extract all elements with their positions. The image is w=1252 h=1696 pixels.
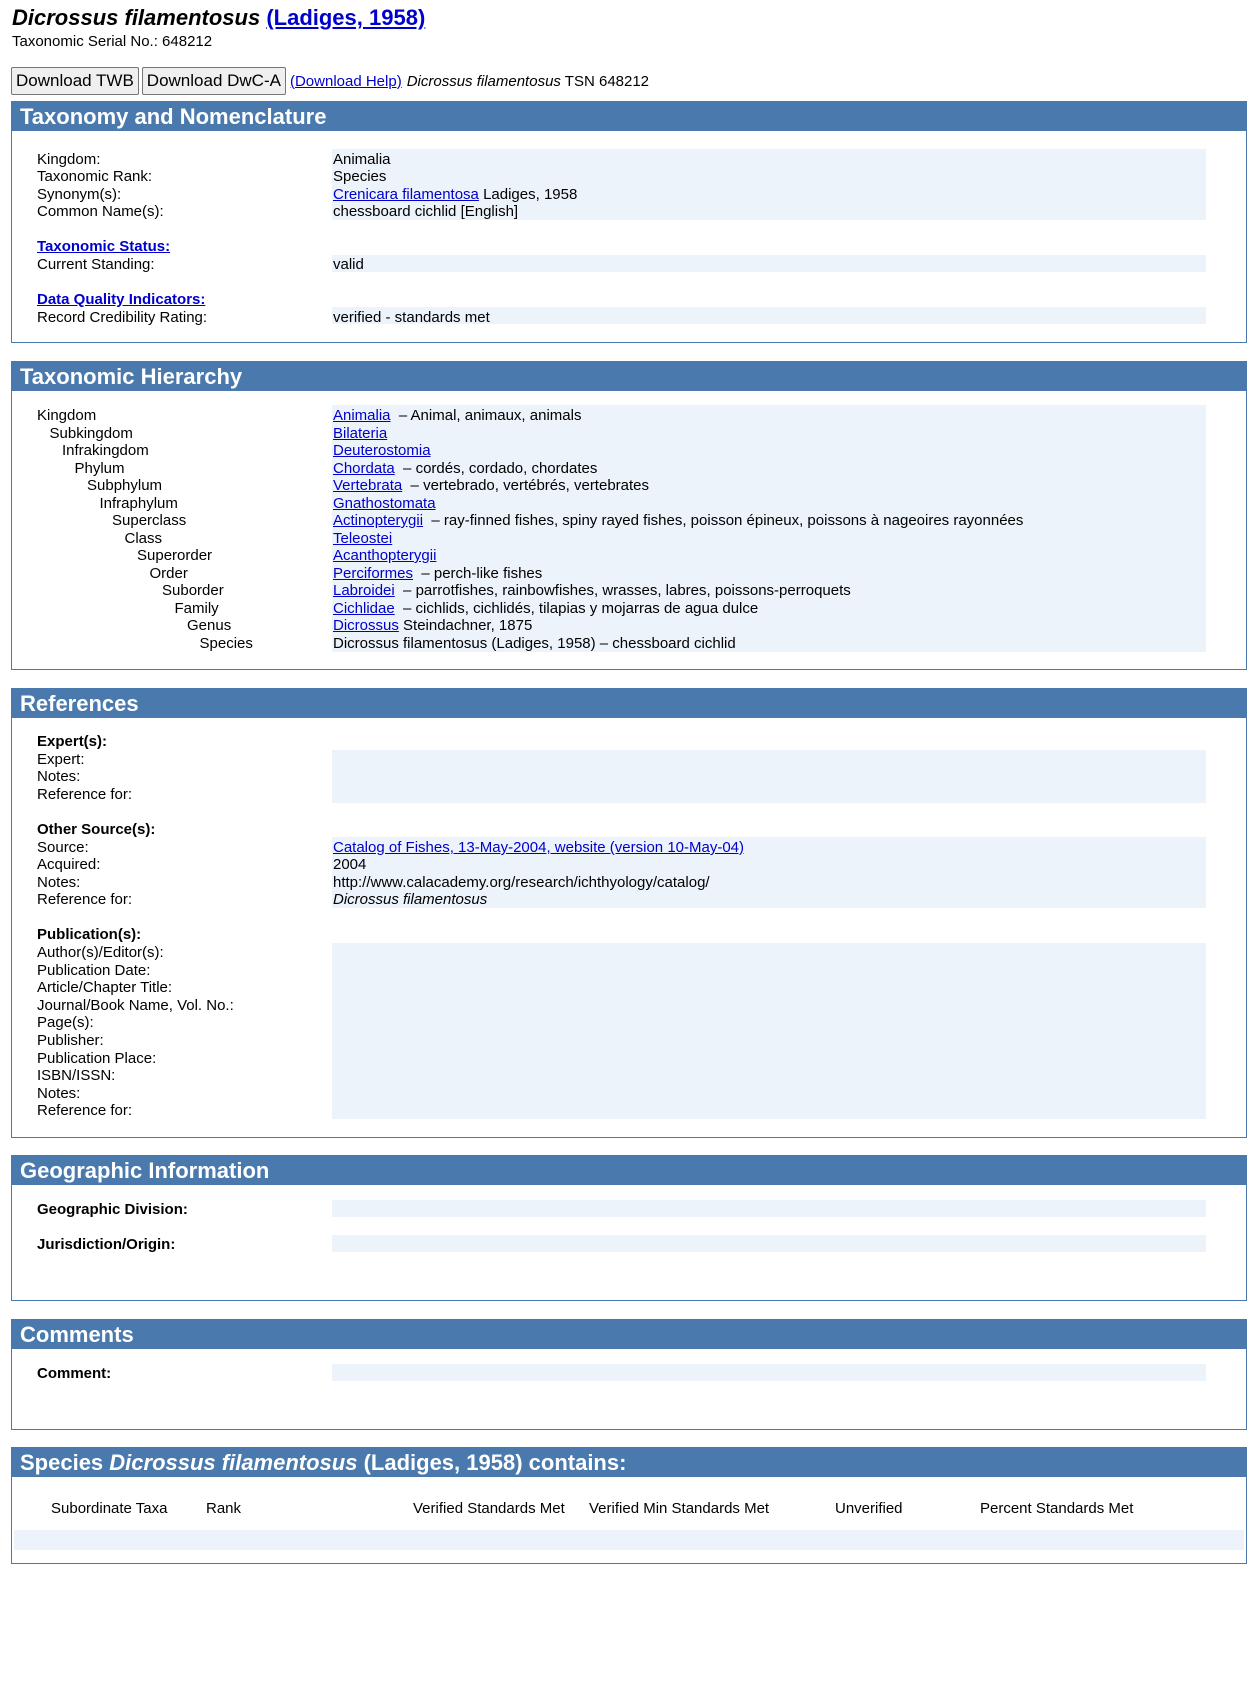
current-standing-value: valid bbox=[333, 256, 364, 273]
rank-label: Taxonomic Rank: bbox=[37, 168, 153, 185]
jurisdiction-band bbox=[332, 1235, 1206, 1252]
kingdom-label: Kingdom: bbox=[37, 151, 101, 168]
hierarchy-description: – parrotfishes, rainbowfishes, wrasses, labres, poissons-perroquets bbox=[394, 582, 851, 599]
hierarchy-rank: Class bbox=[124, 529, 163, 547]
page-title bbox=[12, 5, 425, 31]
hierarchy-rank: Phylum bbox=[74, 459, 125, 477]
comments-heading: Comments bbox=[12, 1320, 1246, 1349]
common-name-value: chessboard cichlid [English] bbox=[333, 203, 519, 220]
hierarchy-rank: Superorder bbox=[137, 547, 213, 564]
hierarchy-rank: Suborder bbox=[162, 582, 224, 599]
col-unverified: Unverified bbox=[835, 1500, 903, 1517]
hierarchy-value bbox=[333, 511, 1023, 530]
hierarchy-value bbox=[333, 529, 392, 548]
geographic-division-label: Geographic Division: bbox=[37, 1201, 188, 1218]
publication-field-label: Article/Chapter Title: bbox=[37, 979, 173, 997]
current-standing-label: Current Standing: bbox=[37, 256, 155, 273]
source-reffor-value: Dicrossus filamentosus bbox=[333, 891, 488, 908]
synonym-label: Synonym(s): bbox=[37, 186, 122, 203]
publication-field-label: Publication Place: bbox=[37, 1049, 157, 1067]
expert-label: Expert: bbox=[37, 751, 85, 768]
hierarchy-description: – cichlids, cichlidés, tilapias y mojarras de agua dulce bbox=[394, 599, 759, 617]
hierarchy-value bbox=[333, 424, 387, 443]
hierarchy-taxon-link[interactable]: Gnathostomata bbox=[333, 494, 436, 512]
publication-field-label: Reference for: bbox=[37, 1102, 133, 1120]
experts-band bbox=[332, 750, 1206, 803]
hierarchy-value bbox=[333, 494, 436, 513]
references-section bbox=[11, 688, 1247, 1138]
hierarchy-heading: Taxonomic Hierarchy bbox=[12, 362, 1246, 391]
hierarchy-taxon-link[interactable]: Acanthopterygii bbox=[333, 547, 437, 564]
col-rank: Rank bbox=[206, 1500, 242, 1517]
hierarchy-taxon-link[interactable]: Labroidei bbox=[333, 582, 395, 599]
rank-value: Species bbox=[333, 168, 387, 185]
hierarchy-rank: Infrakingdom bbox=[62, 442, 149, 459]
source-label: Source: bbox=[37, 839, 89, 856]
publication-field-label: Publisher: bbox=[37, 1032, 104, 1049]
hierarchy-value bbox=[333, 599, 758, 618]
taxonomic-status-link[interactable]: Taxonomic Status: bbox=[37, 238, 171, 255]
publication-field-label: Notes: bbox=[37, 1084, 81, 1102]
col-subordinate-taxa: Subordinate Taxa bbox=[51, 1500, 168, 1517]
standing-band bbox=[332, 255, 1206, 272]
hierarchy-description: – perch-like fishes bbox=[413, 564, 543, 582]
contains-empty-row bbox=[14, 1530, 1244, 1550]
download-help-link[interactable]: (Download Help) bbox=[289, 72, 402, 90]
contains-section bbox=[11, 1447, 1247, 1564]
jurisdiction-label: Jurisdiction/Origin: bbox=[37, 1236, 176, 1253]
hierarchy-taxon-link[interactable]: Animalia bbox=[333, 407, 391, 424]
download-tsn-text: Dicrossus filamentosus TSN 648212 bbox=[406, 72, 650, 90]
publication-field-label: Journal/Book Name, Vol. No.: bbox=[37, 996, 234, 1014]
hierarchy-taxon-link[interactable]: Cichlidae bbox=[333, 599, 395, 617]
hierarchy-value bbox=[333, 441, 431, 460]
publication-field-label: Author(s)/Editor(s): bbox=[37, 944, 164, 961]
hierarchy-rank: Subkingdom bbox=[49, 424, 133, 442]
tsn-label: Taxonomic Serial No.: 648212 bbox=[12, 33, 213, 50]
publications-title: Publication(s): bbox=[37, 926, 142, 943]
download-toolbar bbox=[11, 68, 649, 94]
comment-label: Comment: bbox=[37, 1365, 112, 1382]
hierarchy-rank: Species bbox=[199, 634, 253, 652]
hierarchy-rank: Genus bbox=[187, 617, 232, 634]
source-notes-value: http://www.calacademy.org/research/ichthyology/catalog/ bbox=[333, 874, 710, 891]
publication-field-label: Page(s): bbox=[37, 1014, 94, 1032]
publications-band bbox=[332, 943, 1206, 1119]
contains-heading: Species Dicrossus filamentosus (Ladiges, 1958) contains: bbox=[12, 1448, 1246, 1477]
hierarchy-taxon-link[interactable]: Deuterostomia bbox=[333, 442, 431, 459]
col-verified-standards: Verified Standards Met bbox=[413, 1500, 565, 1517]
hierarchy-description: – ray-finned fishes, spiny rayed fishes, poisson épineux, poissons à nageoires rayonnées bbox=[423, 512, 1024, 529]
hierarchy-taxon-link[interactable]: Bilateria bbox=[333, 424, 388, 442]
hierarchy-rank: Order bbox=[149, 564, 188, 582]
expert-reffor-label: Reference for: bbox=[37, 786, 133, 803]
credibility-label: Record Credibility Rating: bbox=[37, 309, 208, 326]
hierarchy-description: Steindachner, 1875 bbox=[398, 617, 533, 634]
experts-title: Expert(s): bbox=[37, 733, 108, 750]
hierarchy-value bbox=[333, 634, 736, 653]
hierarchy-rank: Subphylum bbox=[87, 477, 163, 494]
hierarchy-rank: Infraphylum bbox=[99, 494, 178, 512]
hierarchy-rank: Kingdom bbox=[37, 407, 97, 424]
taxonomy-heading: Taxonomy and Nomenclature bbox=[12, 102, 1246, 131]
hierarchy-description: Dicrossus filamentosus (Ladiges, 1958) – chessboard cichlid bbox=[333, 634, 736, 652]
hierarchy-taxon-link[interactable]: Dicrossus bbox=[333, 617, 399, 634]
synonym-value: Crenicara filamentosa Ladiges, 1958 bbox=[333, 186, 578, 203]
hierarchy-taxon-link[interactable]: Chordata bbox=[333, 459, 395, 477]
acquired-label: Acquired: bbox=[37, 856, 101, 873]
acquired-value: 2004 bbox=[333, 856, 367, 873]
col-verified-min-standards: Verified Min Standards Met bbox=[589, 1500, 770, 1517]
comments-section bbox=[11, 1319, 1247, 1430]
source-notes-label: Notes: bbox=[37, 874, 81, 891]
hierarchy-taxon-link[interactable]: Teleostei bbox=[333, 529, 393, 547]
expert-notes-label: Notes: bbox=[37, 768, 81, 785]
hierarchy-description: – vertebrado, vertébrés, vertebrates bbox=[402, 477, 650, 494]
geographic-section bbox=[11, 1155, 1247, 1301]
data-quality-link[interactable]: Data Quality Indicators: bbox=[37, 291, 206, 308]
publication-field-label: Publication Date: bbox=[37, 961, 151, 979]
download-twb-button[interactable]: Download TWB bbox=[11, 67, 139, 95]
hierarchy-taxon-link[interactable]: Actinopterygii bbox=[333, 512, 424, 529]
hierarchy-description: – cordés, cordado, chordates bbox=[394, 459, 598, 477]
hierarchy-value bbox=[333, 406, 581, 425]
source-reffor-label: Reference for: bbox=[37, 891, 133, 908]
other-sources-title: Other Source(s): bbox=[37, 821, 156, 838]
hierarchy-taxon-link[interactable]: Vertebrata bbox=[333, 477, 403, 494]
synonym-link[interactable]: Crenicara filamentosa bbox=[333, 186, 479, 203]
species-name: Dicrossus filamentosus bbox=[12, 5, 261, 30]
geographic-heading: Geographic Information bbox=[12, 1156, 1246, 1185]
author-link[interactable]: (Ladiges, 1958) bbox=[266, 5, 426, 30]
hierarchy-value bbox=[333, 616, 532, 635]
hierarchy-rank: Superclass bbox=[112, 512, 187, 529]
publication-field-label: ISBN/ISSN: bbox=[37, 1067, 116, 1085]
references-heading: References bbox=[12, 689, 1246, 718]
kingdom-value: Animalia bbox=[333, 151, 391, 168]
common-name-label: Common Name(s): bbox=[37, 203, 164, 220]
credibility-value: verified - standards met bbox=[333, 309, 490, 326]
hierarchy-section bbox=[11, 361, 1247, 670]
source-link[interactable]: Catalog of Fishes, 13-May-2004, website (version 10-May-04) bbox=[333, 839, 745, 856]
hierarchy-description: – Animal, animaux, animals bbox=[390, 407, 582, 424]
division-band bbox=[332, 1200, 1206, 1217]
comment-band bbox=[332, 1364, 1206, 1381]
hierarchy-rank: Family bbox=[174, 599, 219, 617]
hierarchy-value bbox=[333, 546, 436, 565]
download-dwca-button[interactable]: Download DwC-A bbox=[142, 67, 286, 95]
hierarchy-value bbox=[333, 476, 649, 495]
hierarchy-value bbox=[333, 581, 851, 600]
col-percent-standards: Percent Standards Met bbox=[980, 1500, 1134, 1517]
hierarchy-value bbox=[333, 459, 597, 478]
taxonomy-section bbox=[11, 101, 1247, 343]
hierarchy-value bbox=[333, 564, 542, 583]
hierarchy-taxon-link[interactable]: Perciformes bbox=[333, 564, 414, 582]
